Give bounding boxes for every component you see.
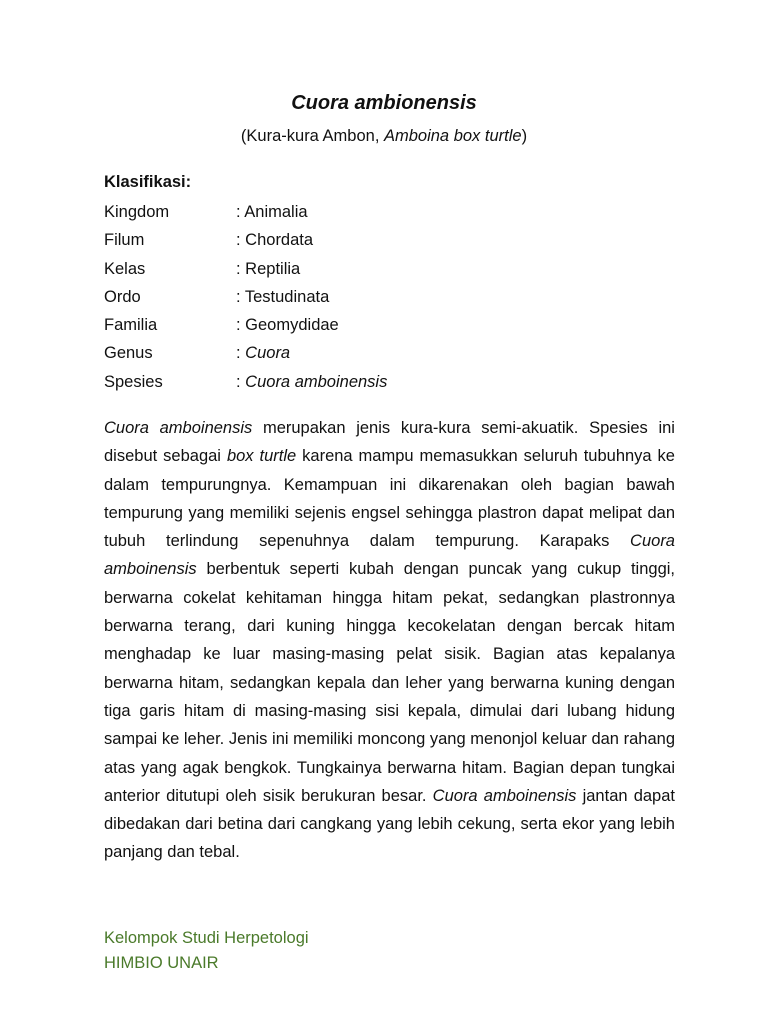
- paragraph-segment: merupakan jenis kura-kura semi-akuatik. Spesies ini disebut sebagai: [104, 419, 675, 466]
- classification-row-kelas: [104, 255, 664, 283]
- page-title: Cuora ambionensis: [291, 92, 477, 114]
- subtitle-close: ): [521, 127, 528, 145]
- rank-value: : Cuora: [236, 344, 291, 363]
- rank-value: : Cuora amboinensis: [236, 372, 388, 391]
- footer-group-name: Kelompok Studi Herpetologi: [104, 929, 309, 947]
- classification-row-familia: [104, 311, 664, 339]
- rank-value: : Testudinata: [236, 287, 330, 306]
- footer-credit: [104, 926, 309, 976]
- rank-value: : Geomydidae: [236, 316, 339, 335]
- classification-row-genus: [104, 339, 664, 367]
- rank-value: : Reptilia: [236, 259, 301, 278]
- rank-label: Genus: [104, 344, 153, 363]
- rank-label: Familia: [104, 316, 158, 335]
- paragraph-segment: berbentuk seperti kubah dengan puncak yang cukup tinggi, berwarna cokelat kehitaman hingga hitam pekat, sedangkan plastronnya berwarna terang, dari kuning hingga kecokelatan dengan bercak hitam menghadap ke luar masing-masing pelat sisik. Bagian atas kepalanya berwarna hitam, sedangkan kepala dan leher yang berwarna kuning dengan tiga garis hitam di masing-masing sisi kepala, dimulai dari lubang hidung sampai ke leher. Jenis ini memiliki moncong yang menonjol keluar dan rahang atas yang agak bengkok. Tungkainya berwarna hitam. Bagian depan tungkai anterior ditutupi oleh sisik berukuran besar.: [104, 560, 675, 805]
- classification-heading: Klasifikasi:: [104, 173, 192, 191]
- paragraph-segment: Cuora amboinensis: [104, 419, 253, 437]
- paragraph-segment: Cuora amboinensis: [432, 786, 577, 805]
- classification-row-kingdom: [104, 198, 664, 226]
- rank-label: Spesies: [104, 372, 163, 391]
- subtitle-open: (Kura-kura Ambon,: [240, 127, 384, 145]
- rank-value: : Chordata: [236, 231, 314, 250]
- classification-row-spesies: [104, 368, 664, 396]
- rank-label: Ordo: [104, 287, 141, 306]
- rank-label: Filum: [104, 231, 145, 250]
- classification-row-filum: [104, 226, 664, 254]
- rank-value: : Animalia: [236, 203, 308, 221]
- page-subtitle: [0, 127, 768, 146]
- description-paragraph: [104, 414, 675, 867]
- rank-label: Kelas: [104, 259, 146, 278]
- footer-org-name: HIMBIO UNAIR: [104, 954, 219, 972]
- rank-label: Kingdom: [104, 203, 170, 221]
- paragraph-segment: jantan dapat dibedakan dari betina dari cangkang yang lebih cekung, serta ekor yang lebih panjang dan tebal.: [104, 786, 675, 862]
- paragraph-segment: karena mampu memasukkan seluruh tubuhnya ke dalam tempurungnya. Kemampuan ini dikarenakan oleh bagian bawah tempurung yang memiliki sejenis engsel sehingga plastron dapat melipat dan tubuh terlindung sepenuhnya dalam tempurung. Karapaks: [104, 447, 675, 551]
- subtitle-common-name: Amboina box turtle: [383, 127, 522, 145]
- classification-table: [104, 198, 664, 396]
- paragraph-segment: box turtle: [226, 447, 297, 466]
- classification-row-ordo: [104, 283, 664, 311]
- paragraph-segment: Cuora amboinensis: [104, 532, 675, 579]
